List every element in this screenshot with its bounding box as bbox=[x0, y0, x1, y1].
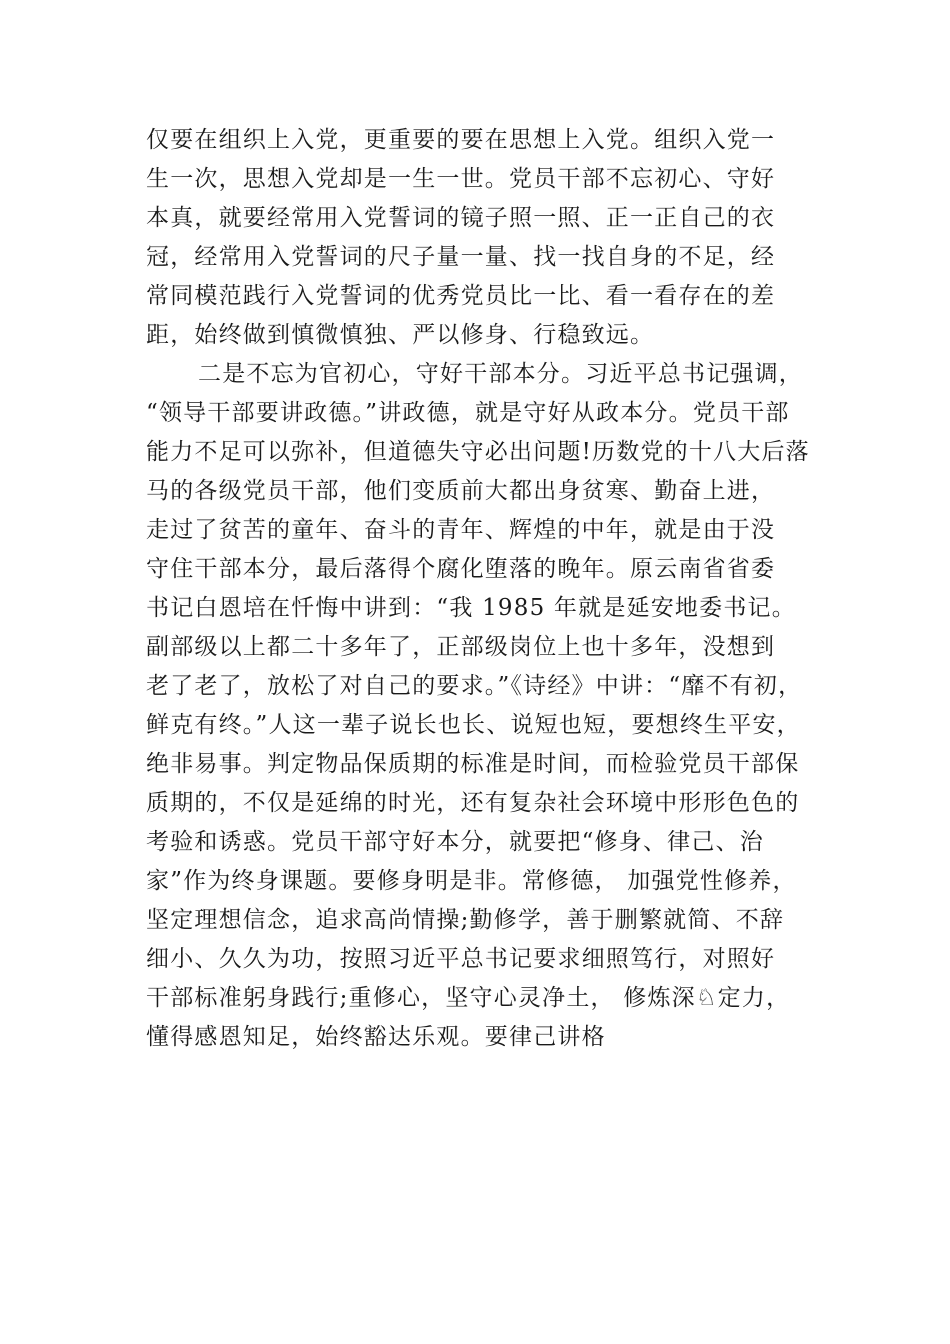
text-line: 能力不足可以弥补，但道德失守必出问题!历数党的十八大后落 bbox=[146, 439, 810, 465]
text-line: 常同模范践行入党誓词的优秀党员比一比、看一看存在的差 bbox=[146, 283, 776, 309]
text-line: 懂得感恩知足，始终豁达乐观。要律己讲格 bbox=[146, 1024, 606, 1050]
text-line: 家”作为终身课题。要修身明是非。常修德， 加强党性修养， bbox=[146, 868, 797, 894]
text-line: 老了老了，放松了对自己的要求。”《诗经》中讲：“靡不有初， bbox=[146, 673, 803, 699]
text-line: 干部标准躬身践行;重修心，坚守心灵净土， 修炼深♘定力， bbox=[146, 985, 791, 1011]
text-line: 细小、久久为功，按照习近平总书记要求细照笃行，对照好 bbox=[146, 946, 776, 972]
text-line: 书记白恩培在忏悔中讲到：“我 1985 年就是延安地委书记。 bbox=[146, 595, 796, 621]
text-line: 鲜克有终。”人这一辈子说长也长、说短也短，要想终生平安， bbox=[146, 712, 801, 738]
body-text bbox=[146, 121, 826, 1057]
text-line: 生一次，思想入党却是一生一世。党员干部不忘初心、守好 bbox=[146, 166, 776, 192]
text-line: “领导干部要讲政德。”讲政德，就是守好从政本分。党员干部 bbox=[146, 400, 790, 426]
text-line: 绝非易事。判定物品保质期的标准是时间，而检验党员干部保 bbox=[146, 751, 800, 777]
text-line: 坚定理想信念，追求高尚情操;勤修学，善于删繁就简、不辞 bbox=[146, 907, 785, 933]
text-line: 副部级以上都二十多年了，正部级岗位上也十多年，没想到 bbox=[146, 634, 776, 660]
text-line: 马的各级党员干部，他们变质前大都出身贫寒、勤奋上进， bbox=[146, 478, 776, 504]
paragraph-2 bbox=[146, 355, 826, 1057]
text-line: 走过了贫苦的童年、奋斗的青年、辉煌的中年，就是由于没 bbox=[146, 517, 776, 543]
text-line: 考验和诱惑。党员干部守好本分，就要把“修身、律己、治 bbox=[146, 829, 764, 855]
text-line: 守住干部本分，最后落得个腐化堕落的晚年。原云南省省委 bbox=[146, 556, 776, 582]
text-line: 冠，经常用入党誓词的尺子量一量、找一找自身的不足，经 bbox=[146, 244, 776, 270]
text-line: 仅要在组织上入党，更重要的要在思想上入党。组织入党一 bbox=[146, 127, 776, 153]
text-line: 本真，就要经常用入党誓词的镜子照一照、正一正自己的衣 bbox=[146, 205, 776, 231]
text-line: 距，始终做到慎微慎独、严以修身、行稳致远。 bbox=[146, 322, 655, 348]
text-line: 质期的，不仅是延绵的时光，还有复杂社会环境中形形色色的 bbox=[146, 790, 800, 816]
paragraph-1 bbox=[146, 121, 826, 355]
text-line: 二是不忘为官初心，守好干部本分。习近平总书记强调， bbox=[198, 361, 803, 387]
